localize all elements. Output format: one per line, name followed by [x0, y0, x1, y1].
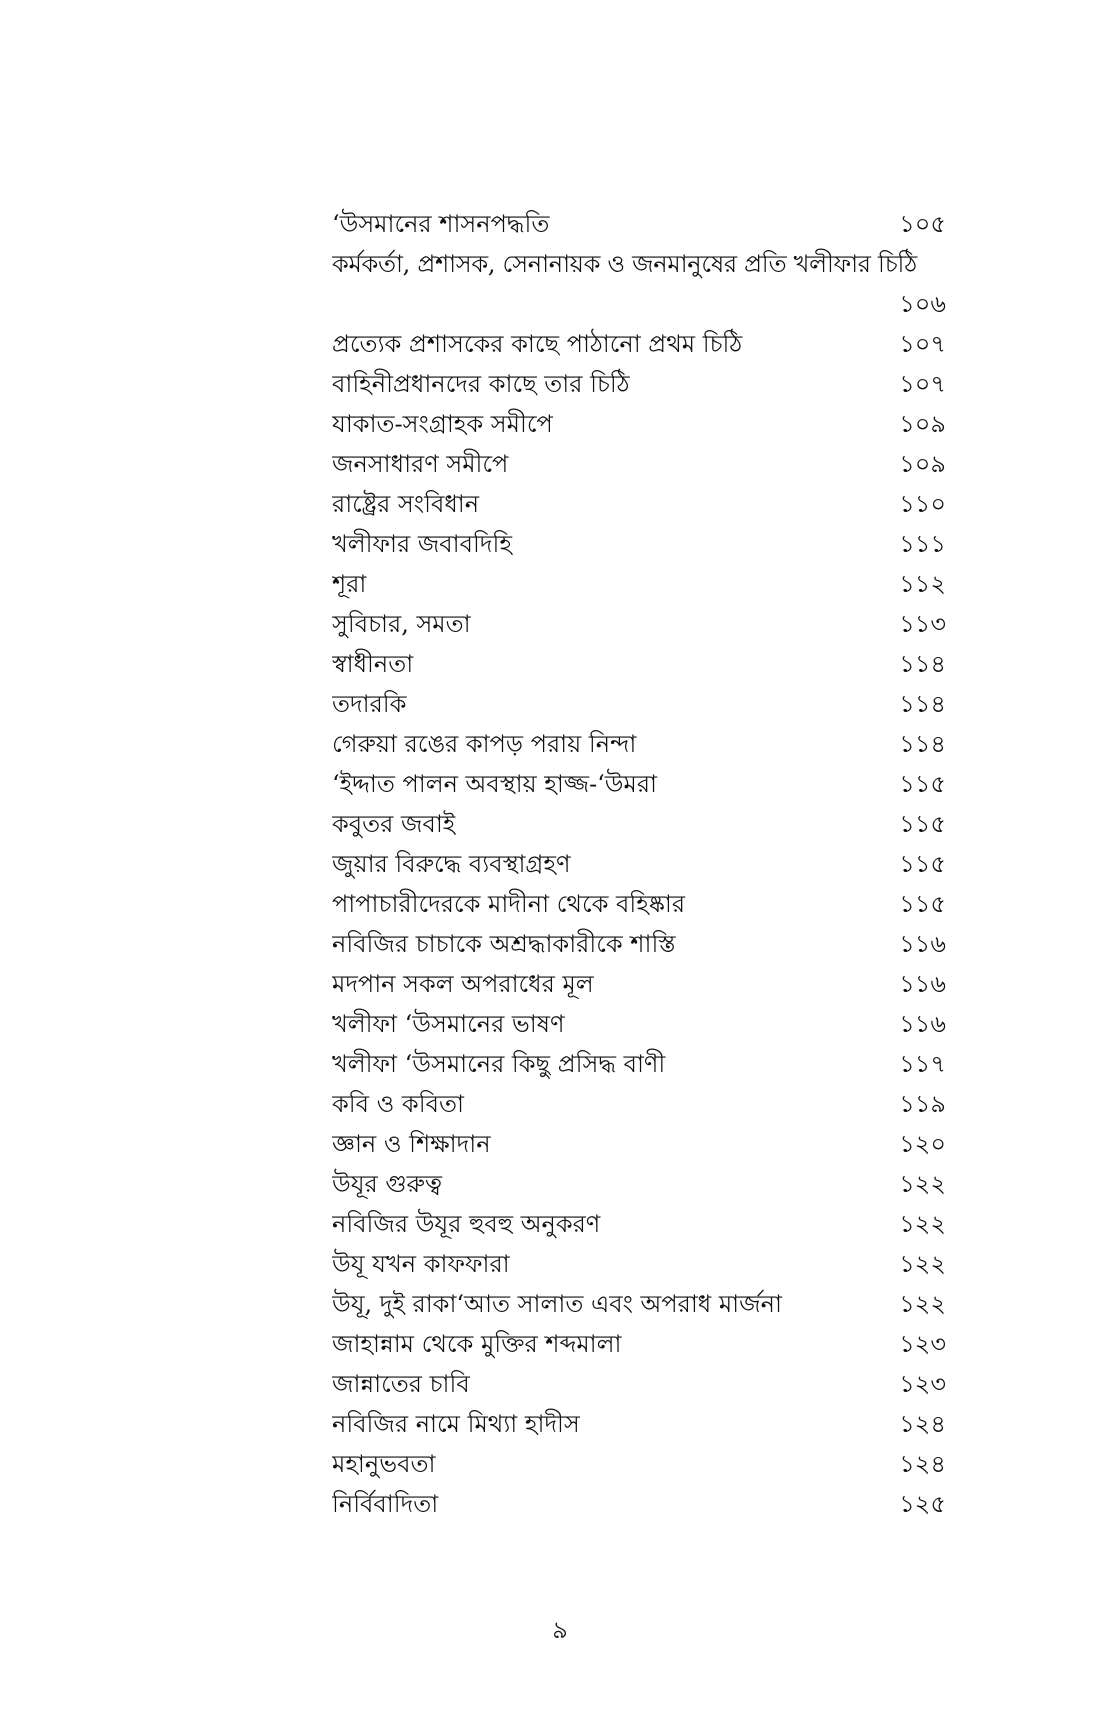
toc-entry-page: ১০৯: [899, 410, 946, 438]
toc-entry-title: জান্নাতের চাবি: [332, 1370, 470, 1398]
toc-entry-title: রাষ্ট্রের সংবিধান: [332, 490, 480, 518]
toc-entry-title: উযূর গুরুত্ব: [332, 1170, 443, 1198]
toc-entry-page: ১০৯: [899, 450, 946, 478]
toc-entry-page: ১১৬: [899, 930, 946, 958]
toc-entry: [332, 724, 946, 764]
toc-entry-title: নবিজির নামে মিথ্যা হাদীস: [332, 1410, 580, 1438]
toc-entry: [332, 1404, 946, 1444]
toc-entry: [332, 364, 946, 404]
toc-entry-page: ১১৪: [899, 690, 946, 718]
toc-entry: [332, 844, 946, 884]
toc-entry-page: ১১৪: [899, 730, 946, 758]
toc-entry: [332, 324, 946, 364]
toc-entry-title: যাকাত-সংগ্রাহক সমীপে: [332, 410, 553, 438]
toc-entry-page: ১০৫: [899, 210, 946, 238]
toc-entry-page: ১২৩: [899, 1330, 946, 1358]
toc-entry: [332, 1444, 946, 1484]
toc-entry-page: ১১৭: [899, 1050, 946, 1078]
toc-entry-page: ১১০: [899, 490, 946, 518]
toc-entry-title: উযূ, দুই রাকা‘আত সালাত এবং অপরাধ মার্জনা: [332, 1290, 782, 1318]
toc-entry: [332, 244, 946, 324]
toc-entry-title: কবুতর জবাই: [332, 810, 456, 838]
toc-entry-page: ১২২: [899, 1290, 946, 1318]
toc-entry-title: শূরা: [332, 570, 367, 598]
toc-entry: [332, 644, 946, 684]
toc-entry: [332, 1084, 946, 1124]
toc-entry-title: গেরুয়া রঙের কাপড় পরায় নিন্দা: [332, 730, 637, 758]
toc-entry-title: খলীফা ‘উসমানের ভাষণ: [332, 1010, 565, 1038]
toc-entry-title: কবি ও কবিতা: [332, 1090, 464, 1118]
toc-entry-title: ‘উসমানের শাসনপদ্ধতি: [332, 210, 550, 238]
toc-entry: [332, 564, 946, 604]
toc-entry: [332, 604, 946, 644]
toc-entry: [332, 1204, 946, 1244]
toc-entry-title: কর্মকর্তা, প্রশাসক, সেনানায়ক ও জনমানুষের প্রতি খলীফার চিঠি: [332, 250, 917, 278]
toc-entry: [332, 1364, 946, 1404]
toc-entry-page: ১১৩: [899, 610, 946, 638]
toc-entry-page: ১২২: [899, 1250, 946, 1278]
toc-entry: [332, 1004, 946, 1044]
toc-entry-page: ১১৫: [899, 890, 946, 918]
toc-entry: [332, 484, 946, 524]
toc-entry-title: জনসাধারণ সমীপে: [332, 450, 509, 478]
toc-entry-page: ১২৩: [899, 1370, 946, 1398]
toc-entry-page: ১১২: [899, 570, 946, 598]
toc-entry-page: ১০৭: [899, 330, 946, 358]
toc-entry-page: ১১৬: [899, 970, 946, 998]
toc-entry: [332, 204, 946, 244]
toc-entry-page: ১২৪: [899, 1450, 946, 1478]
toc-entry-title: জুয়ার বিরুদ্ধে ব্যবস্থাগ্রহণ: [332, 850, 571, 878]
toc-entry-title: নির্বিবাদিতা: [332, 1490, 439, 1518]
toc-entry-page: ১০৬: [899, 290, 946, 318]
toc-entry-page: ১০৭: [899, 370, 946, 398]
toc-entry: [332, 924, 946, 964]
toc-entry-title: খলীফা ‘উসমানের কিছু প্রসিদ্ধ বাণী: [332, 1050, 666, 1078]
toc-entry-title: উযূ যখন কাফফারা: [332, 1250, 510, 1278]
toc-entry-page: ১১৪: [899, 650, 946, 678]
toc-entry: [332, 404, 946, 444]
page-number: ৯: [552, 1616, 568, 1644]
toc-entry: [332, 684, 946, 724]
toc-entry-title: জ্ঞান ও শিক্ষাদান: [332, 1130, 491, 1158]
toc-entry-title: মদপান সকল অপরাধের মূল: [332, 970, 594, 998]
toc-entry-title: জাহান্নাম থেকে মুক্তির শব্দমালা: [332, 1330, 622, 1358]
toc-entry-page: ১১৫: [899, 850, 946, 878]
toc-entry-page: ১২০: [899, 1130, 946, 1158]
toc-entry-title: পাপাচারীদেরকে মাদীনা থেকে বহিষ্কার: [332, 890, 686, 918]
toc-entry: [332, 884, 946, 924]
toc-entry: [332, 764, 946, 804]
toc-entry-page: ১১৯: [899, 1090, 946, 1118]
toc-entry-title: তদারকি: [332, 690, 407, 718]
toc-entry-page: ১১১: [899, 530, 946, 558]
toc-entry: [332, 1044, 946, 1084]
toc-entry-page: ১২৪: [899, 1410, 946, 1438]
toc-entry: [332, 444, 946, 484]
table-of-contents: [332, 204, 946, 1524]
toc-entry-title: খলীফার জবাবদিহি: [332, 530, 512, 558]
toc-entry: [332, 964, 946, 1004]
toc-entry: [332, 1124, 946, 1164]
toc-entry-page: ১১৫: [899, 770, 946, 798]
toc-entry: [332, 1284, 946, 1324]
toc-entry-page: ১২৫: [899, 1490, 946, 1518]
toc-entry-title: প্রত্যেক প্রশাসকের কাছে পাঠানো প্রথম চিঠি: [332, 330, 743, 358]
toc-entry-title: মহানুভবতা: [332, 1450, 436, 1478]
toc-entry-title: সুবিচার, সমতা: [332, 610, 471, 638]
toc-entry-title: বাহিনীপ্রধানদের কাছে তার চিঠি: [332, 370, 630, 398]
toc-entry: [332, 804, 946, 844]
toc-entry: [332, 1244, 946, 1284]
toc-entry-title: স্বাধীনতা: [332, 650, 414, 678]
toc-entry: [332, 1324, 946, 1364]
toc-entry: [332, 1484, 946, 1524]
toc-entry-page: ১২২: [899, 1170, 946, 1198]
toc-entry: [332, 524, 946, 564]
toc-entry-title: নবিজির উযূর হুবহু অনুকরণ: [332, 1210, 601, 1238]
toc-entry: [332, 1164, 946, 1204]
toc-entry-title: নবিজির চাচাকে অশ্রদ্ধাকারীকে শাস্তি: [332, 930, 676, 958]
toc-entry-page: ১১৫: [899, 810, 946, 838]
toc-entry-page: ১১৬: [899, 1010, 946, 1038]
toc-entry-title: ‘ইদ্দাত পালন অবস্থায় হাজ্জ-‘উমরা: [332, 770, 657, 798]
toc-entry-page: ১২২: [899, 1210, 946, 1238]
